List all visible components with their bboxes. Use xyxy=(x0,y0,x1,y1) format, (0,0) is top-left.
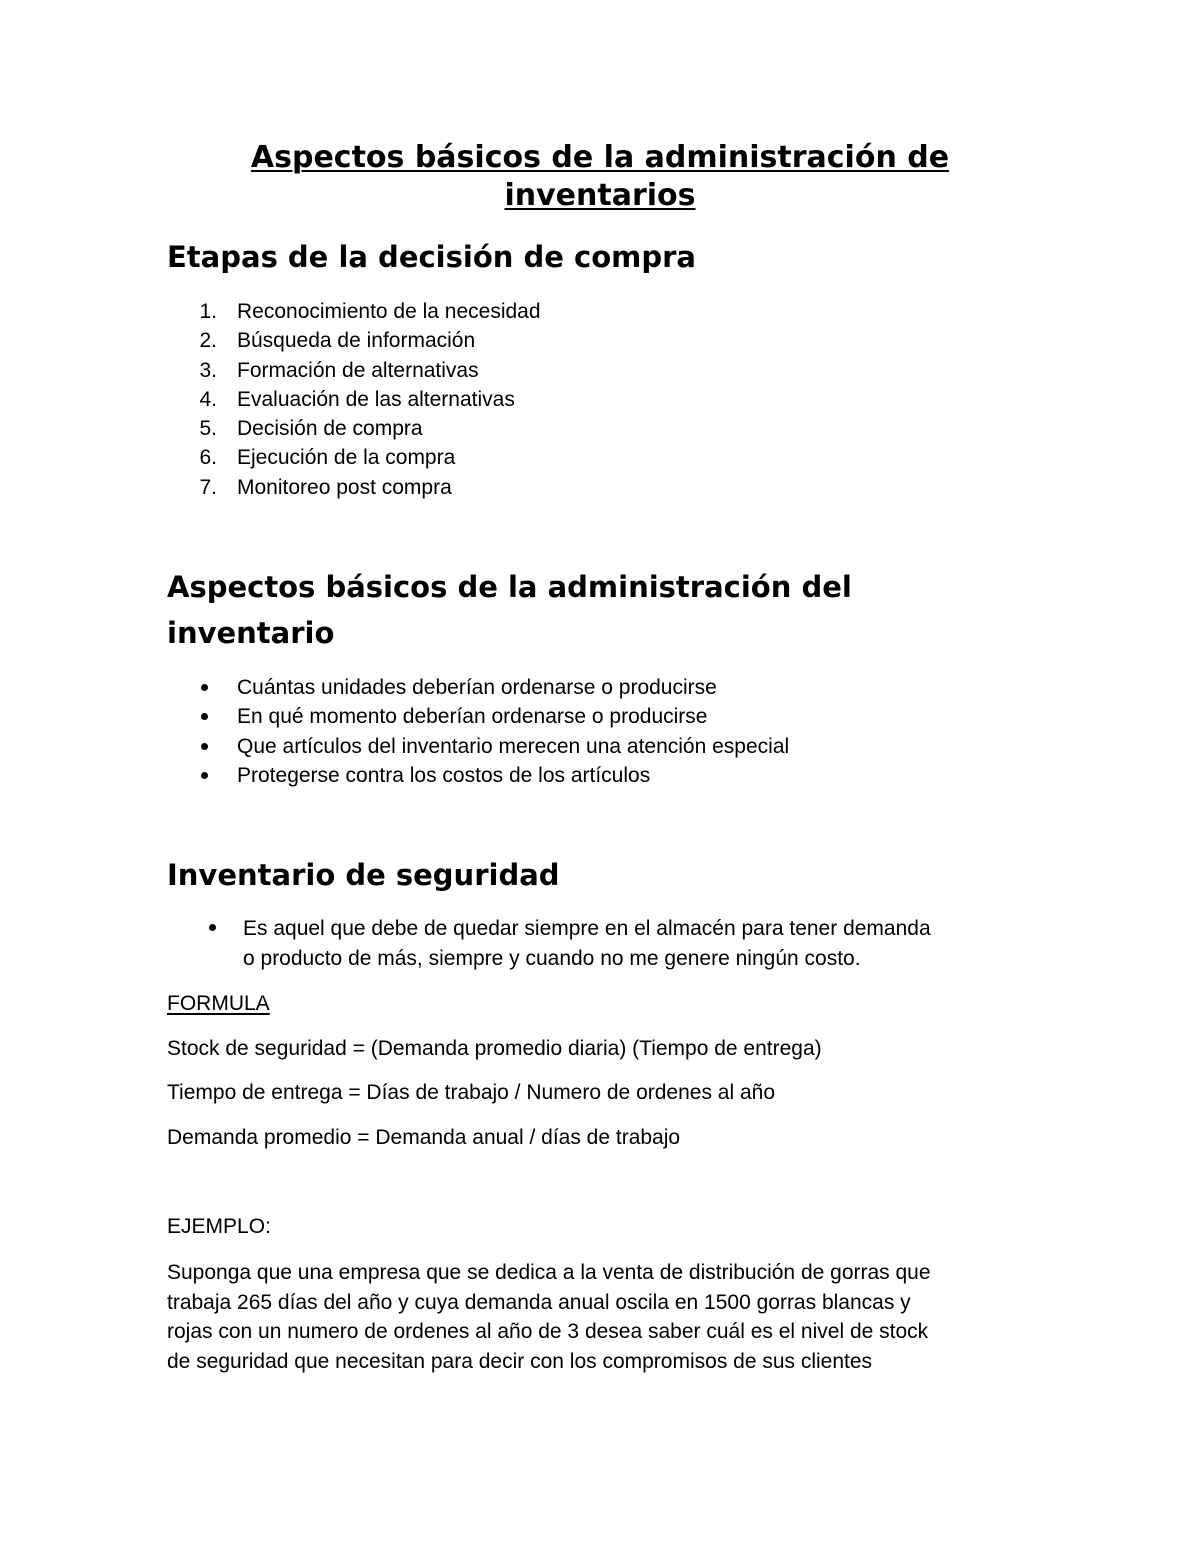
list-item xyxy=(0,385,1200,414)
bullet-icon xyxy=(201,772,208,779)
numbered-list-etapas xyxy=(0,297,1200,502)
list-item xyxy=(0,326,1200,355)
list-item-number: 1. xyxy=(199,300,217,323)
bullet-list-aspectos xyxy=(0,673,1200,790)
example-label: EJEMPLO: xyxy=(167,1215,271,1238)
section-heading-aspectos-line-2: inventario xyxy=(167,616,335,650)
document-title-line-2: inventarios xyxy=(504,178,696,213)
list-item xyxy=(0,356,1200,385)
bullet-icon xyxy=(201,743,208,750)
list-item-number: 7. xyxy=(199,475,217,499)
list-item xyxy=(0,702,1200,731)
bullet-icon xyxy=(201,713,208,720)
formula-tiempo-entrega: Tiempo de entrega = Días de trabajo / Numero de ordenes al año xyxy=(167,1081,776,1104)
formula-label: FORMULA xyxy=(167,992,270,1015)
list-item-text: Reconocimiento de la necesidad xyxy=(237,300,541,323)
list-item-number: 2. xyxy=(199,329,217,353)
list-item xyxy=(0,443,1200,472)
example-line-4: de seguridad que necesitan para decir con los compromisos de sus clientes xyxy=(167,1349,873,1373)
list-item xyxy=(0,761,1200,790)
formula-stock-seguridad: Stock de seguridad = (Demanda promedio diaria) (Tiempo de entrega) xyxy=(167,1037,822,1060)
list-item-text: Cuántas unidades deberían ordenarse o producirse xyxy=(237,676,717,699)
list-item-number: 3. xyxy=(199,358,217,382)
list-item-text: Protegerse contra los costos de los artículos xyxy=(237,763,651,787)
section-heading-etapas: Etapas de la decisión de compra xyxy=(167,240,696,274)
list-item xyxy=(0,414,1200,443)
bullet-text-line-1: Es aquel que debe de quedar siempre en el almacén para tener demanda xyxy=(243,917,931,940)
formula-demanda-promedio: Demanda promedio = Demanda anual / días de trabajo xyxy=(167,1126,681,1149)
list-item-number: 4. xyxy=(199,387,217,411)
list-item xyxy=(0,732,1200,761)
bullet-icon xyxy=(209,924,216,931)
list-item xyxy=(0,673,1200,702)
bullet-icon xyxy=(201,684,208,691)
list-item-number: 6. xyxy=(199,446,217,470)
bullet-text-line-2: o producto de más, siempre y cuando no me genere ningún costo. xyxy=(243,947,861,970)
example-line-2: trabaja 265 días del año y cuya demanda anual oscila en 1500 gorras blancas y xyxy=(167,1290,911,1314)
list-item-text: Evaluación de las alternativas xyxy=(237,387,515,411)
list-item xyxy=(0,473,1200,502)
list-item-text: Ejecución de la compra xyxy=(237,446,456,470)
list-item-text: En qué momento deberían ordenarse o producirse xyxy=(237,705,708,729)
list-item-text: Formación de alternativas xyxy=(237,358,479,382)
list-item-number: 5. xyxy=(199,417,217,441)
section-heading-aspectos-line-1: Aspectos básicos de la administración del xyxy=(167,570,852,604)
list-item xyxy=(0,297,1200,326)
example-line-3: rojas con un numero de ordenes al año de 3 desea saber cuál es el nivel de stock xyxy=(167,1320,929,1343)
list-item-text: Búsqueda de información xyxy=(237,329,476,353)
list-item-text: Que artículos del inventario merecen una atención especial xyxy=(237,734,790,758)
example-line-1: Suponga que una empresa que se dedica a la venta de distribución de gorras que xyxy=(167,1261,931,1284)
document-title-line-1: Aspectos básicos de la administración de xyxy=(250,140,950,175)
list-item-text: Monitoreo post compra xyxy=(237,475,452,499)
section-heading-inventario-seguridad: Inventario de seguridad xyxy=(167,858,560,892)
list-item-text: Decisión de compra xyxy=(237,417,423,441)
